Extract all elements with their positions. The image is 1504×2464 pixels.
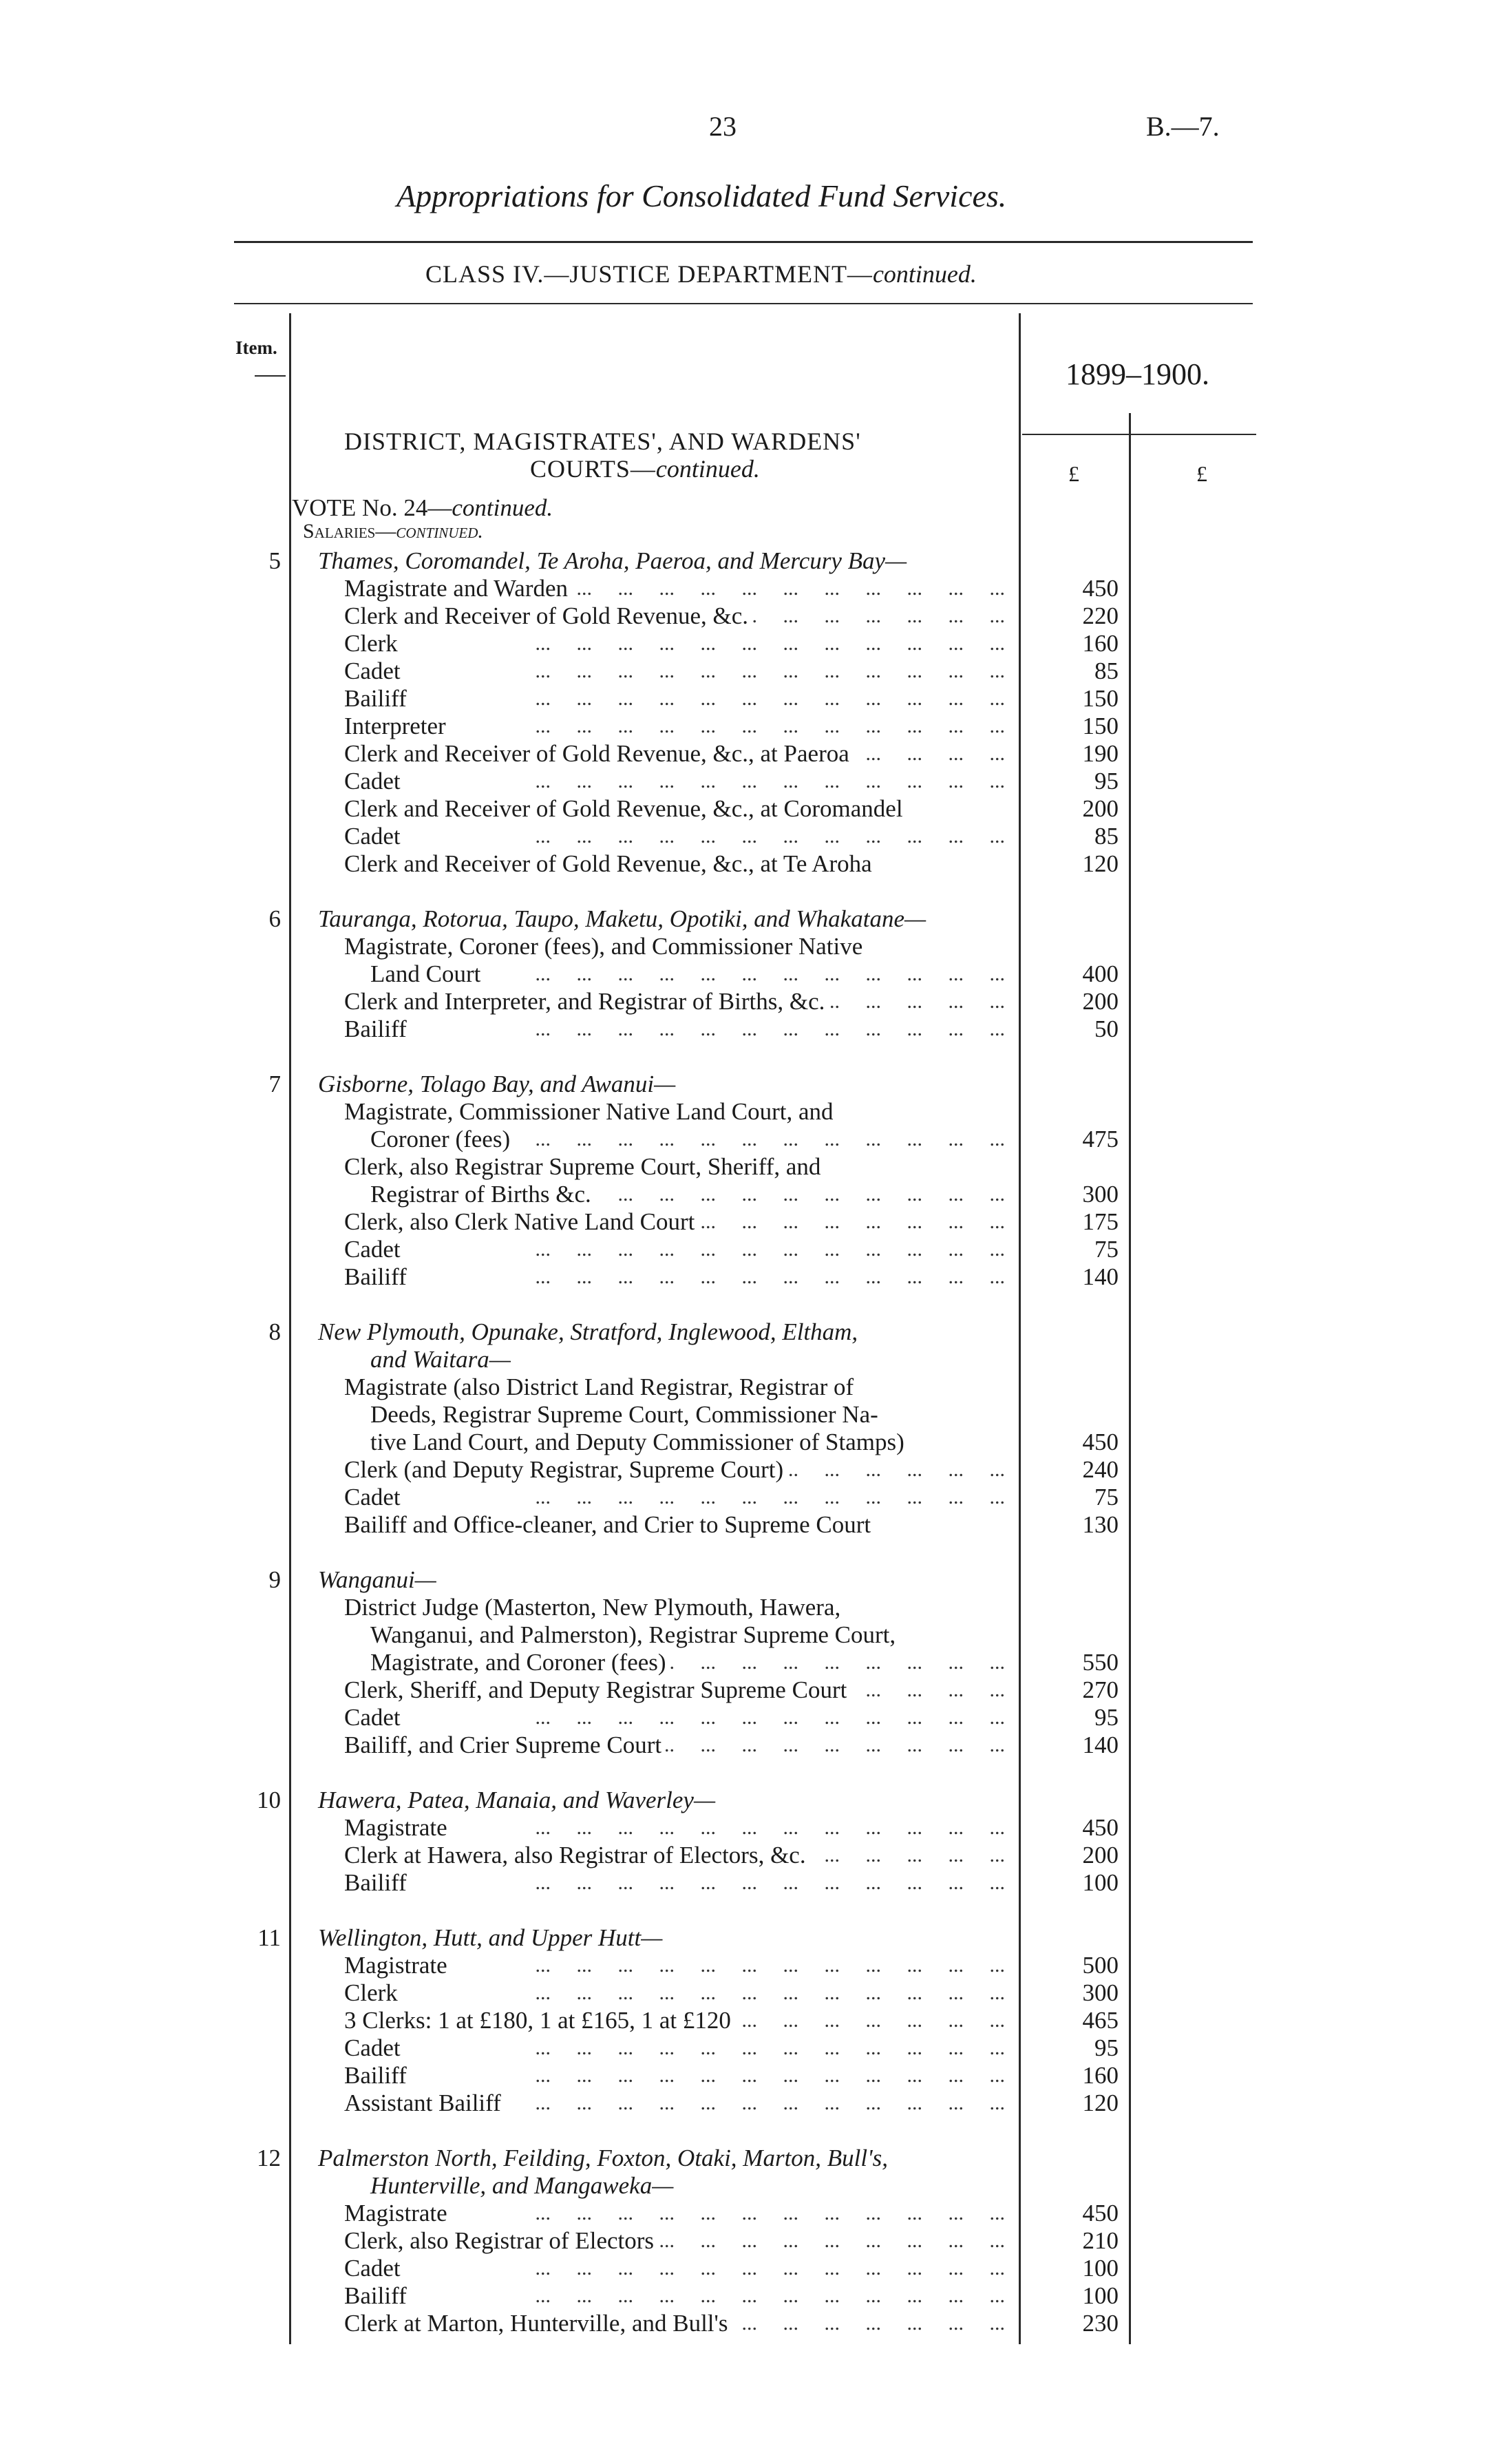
salary-row (344, 2310, 1005, 2337)
section-name-continued: Hunterville, and Mangaweka— (370, 2172, 674, 2199)
section-name: Thames, Coromandel, Te Aroha, Paeroa, and Mercury Bay— (318, 547, 907, 574)
salary-amount: 450 (1082, 2200, 1119, 2226)
salary-label: Bailiff (344, 1015, 411, 1042)
salary-row (344, 2227, 1005, 2255)
salary-label: Magistrate (344, 1814, 452, 1841)
salary-row (344, 2007, 1005, 2034)
salary-label: Assistant Bailiff (344, 2089, 505, 2116)
salary-row (344, 2255, 1005, 2282)
salary-amount: 270 (1082, 1676, 1119, 1703)
item-number: 8 (268, 1318, 281, 1345)
page-number: 23 (709, 111, 737, 142)
item-number: 10 (257, 1787, 281, 1813)
salary-label: Bailiff (344, 1263, 411, 1290)
salary-amount: 400 (1082, 960, 1119, 987)
salary-label: Cadet (344, 823, 405, 850)
salary-amount: 200 (1082, 988, 1119, 1015)
salary-row (344, 1208, 1005, 1236)
salary-row (344, 988, 1005, 1015)
salary-label: Clerk, also Registrar of Electors (344, 2227, 658, 2254)
salary-label: Coroner (fees) (370, 1126, 514, 1152)
salary-amount: 95 (1094, 768, 1119, 794)
salary-label: Clerk and Receiver of Gold Revenue, &c. (344, 602, 752, 629)
salary-amount: 95 (1094, 1704, 1119, 1731)
salary-row (344, 1236, 1005, 1263)
salary-label: Bailiff, and Crier Supreme Court (344, 1731, 666, 1758)
section-name: Gisborne, Tolago Bay, and Awanui— (318, 1071, 676, 1097)
salary-label: Clerk and Receiver of Gold Revenue, &c., at Te Aroha (344, 850, 876, 877)
item-column-header: Item. (235, 337, 277, 358)
salary-label: Bailiff (344, 1869, 411, 1896)
salary-row (344, 2282, 1005, 2310)
salary-amount: 450 (1082, 575, 1119, 602)
salary-amount: 475 (1082, 1126, 1119, 1152)
salary-row (344, 1456, 1005, 1484)
salary-amount: 190 (1082, 740, 1119, 767)
salary-amount: 50 (1094, 1015, 1119, 1042)
salary-label-line: Deeds, Registrar Supreme Court, Commissioner Na- (370, 1401, 878, 1428)
salaries-line (303, 520, 483, 543)
salary-amount: 75 (1094, 1236, 1119, 1263)
salary-row (344, 1842, 1005, 1869)
salary-label: Interpreter (344, 713, 450, 739)
salary-row (344, 2034, 1005, 2062)
district-heading-line1: DISTRICT, MAGISTRATES', AND WARDENS' (344, 428, 861, 455)
salary-amount: 100 (1082, 2255, 1119, 2282)
salary-amount: 140 (1082, 1263, 1119, 1290)
salary-row (344, 2062, 1005, 2089)
salary-row (370, 1649, 1005, 1676)
salary-label: Cadet (344, 1236, 405, 1263)
item-number: 11 (257, 1924, 281, 1951)
salary-label: Clerk (344, 1979, 402, 2006)
salary-amount: 300 (1082, 1181, 1119, 1208)
salary-amount: 200 (1082, 795, 1119, 822)
vote-continued: continued. (452, 494, 553, 521)
salary-label-line: tive Land Court, and Deputy Commissioner of Stamps) (370, 1429, 904, 1455)
pound-symbol-1: £ (1068, 461, 1079, 486)
salary-row (370, 1181, 1005, 1208)
salary-amount: 95 (1094, 2034, 1119, 2061)
section-name-continued: and Waitara— (370, 1346, 511, 1373)
salary-amount: 450 (1082, 1814, 1119, 1841)
salary-amount: 130 (1082, 1511, 1119, 1538)
salary-row (344, 1704, 1005, 1731)
salary-row (344, 685, 1005, 713)
salary-row (370, 960, 1005, 988)
salary-row (344, 740, 1005, 768)
salary-label: Clerk (344, 630, 402, 657)
salary-amount: 230 (1082, 2310, 1119, 2337)
salary-label: Bailiff (344, 2282, 411, 2309)
section-name: New Plymouth, Opunake, Stratford, Inglewood, Eltham, (318, 1318, 858, 1345)
item-number: 9 (268, 1566, 281, 1593)
item-header-rule (255, 375, 286, 377)
salary-label-line: Wanganui, and Palmerston), Registrar Supreme Court, (370, 1621, 896, 1648)
salary-row (344, 1484, 1005, 1511)
salary-amount: 75 (1094, 1484, 1119, 1510)
salary-row (344, 1015, 1005, 1043)
salary-label: Clerk (and Deputy Registrar, Supreme Court) (344, 1456, 787, 1483)
salary-label-line: Magistrate (also District Land Registrar, Registrar of (344, 1373, 854, 1400)
salary-row (344, 602, 1005, 630)
salary-amount: 150 (1082, 713, 1119, 739)
item-column-rule (289, 313, 291, 2344)
section-name: Hawera, Patea, Manaia, and Waverley— (318, 1787, 716, 1813)
salary-amount: 465 (1082, 2007, 1119, 2034)
year-column-header: 1899–1900. (1066, 357, 1209, 391)
item-number: 6 (268, 905, 281, 932)
salaries-continued: continued. (396, 520, 483, 543)
section-name: Wellington, Hutt, and Upper Hutt— (318, 1924, 663, 1951)
salary-row (344, 795, 1005, 823)
section-name: Tauranga, Rotorua, Taupo, Maketu, Opotiki, and Whakatane— (318, 905, 926, 932)
salary-label-line: District Judge (Masterton, New Plymouth, Hawera, (344, 1594, 841, 1621)
salary-amount: 220 (1082, 602, 1119, 629)
salary-row (344, 1814, 1005, 1842)
salary-label: 3 Clerks: 1 at £180, 1 at £165, 1 at £120 (344, 2007, 735, 2034)
salary-row (344, 657, 1005, 685)
amount-column-rule-right (1129, 413, 1131, 2344)
salary-label: Cadet (344, 1704, 405, 1731)
salary-label: Clerk, also Clerk Native Land Court (344, 1208, 699, 1235)
salary-label: Cadet (344, 768, 405, 794)
district-heading-line2 (530, 454, 760, 483)
table-top-rule (234, 303, 1253, 304)
pound-symbol-2: £ (1196, 461, 1207, 486)
salary-amount: 100 (1082, 1869, 1119, 1896)
page-reference: B.—7. (1146, 111, 1220, 142)
salary-label: Cadet (344, 2034, 405, 2061)
salary-label: Clerk at Hawera, also Registrar of Electors, &c. (344, 1842, 810, 1868)
salary-amount: 160 (1082, 2062, 1119, 2089)
salary-label: Clerk and Receiver of Gold Revenue, &c., at Paeroa (344, 740, 854, 767)
salary-row (344, 1263, 1005, 1291)
salary-label: Clerk at Marton, Hunterville, and Bull's (344, 2310, 732, 2337)
salary-label: Bailiff (344, 685, 411, 712)
salary-label: Land Court (370, 960, 485, 987)
salary-amount: 240 (1082, 1456, 1119, 1483)
salary-amount: 160 (1082, 630, 1119, 657)
salary-amount: 120 (1082, 2089, 1119, 2116)
class-heading-continued: continued. (872, 260, 977, 288)
item-number: 7 (268, 1071, 281, 1097)
salary-label: Magistrate (344, 2200, 452, 2226)
vote-label: VOTE No. 24— (292, 494, 452, 521)
salary-amount: 120 (1082, 850, 1119, 877)
salary-amount: 100 (1082, 2282, 1119, 2309)
salary-row (344, 768, 1005, 795)
salary-row (344, 575, 1005, 602)
salary-row (344, 2089, 1005, 2117)
class-heading (425, 260, 977, 288)
salary-label: Clerk and Receiver of Gold Revenue, &c., at Coromandel (344, 795, 907, 822)
salary-amount: 85 (1094, 657, 1119, 684)
salary-row (344, 1952, 1005, 1979)
salary-label: Bailiff (344, 2062, 411, 2089)
salary-row (344, 1511, 1005, 1539)
year-rule (1022, 434, 1256, 435)
title-rule (234, 241, 1253, 243)
salary-row (344, 850, 1005, 878)
salary-label: Magistrate (344, 1952, 452, 1979)
salaries-label: Salaries— (303, 520, 396, 543)
salary-label-line: Magistrate, Coroner (fees), and Commissioner Native (344, 933, 863, 960)
district-heading-courts: COURTS— (530, 455, 656, 483)
district-heading-continued: continued. (655, 455, 760, 483)
salary-amount: 150 (1082, 685, 1119, 712)
section-name: Palmerston North, Feilding, Foxton, Otaki, Marton, Bull's, (318, 2145, 888, 2171)
salary-label: Clerk, Sheriff, and Deputy Registrar Supreme Court (344, 1676, 851, 1703)
section-name: Wanganui— (318, 1566, 436, 1593)
salary-label: Bailiff and Office-cleaner, and Crier to Supreme Court (344, 1511, 875, 1538)
item-number: 12 (257, 2145, 281, 2171)
salary-amount: 300 (1082, 1979, 1119, 2006)
salary-row (370, 1126, 1005, 1153)
salary-amount: 85 (1094, 823, 1119, 850)
salary-label: Magistrate and Warden (344, 575, 572, 602)
salary-amount: 450 (1082, 1429, 1119, 1455)
salary-label-line: Clerk, also Registrar Supreme Court, Sheriff, and (344, 1153, 821, 1180)
salary-row (344, 713, 1005, 740)
salary-amount: 200 (1082, 1842, 1119, 1868)
salary-row (344, 1676, 1005, 1704)
salary-amount: 140 (1082, 1731, 1119, 1758)
salary-amount: 500 (1082, 1952, 1119, 1979)
class-heading-main: CLASS IV.—JUSTICE DEPARTMENT— (425, 260, 873, 288)
salary-label: Registrar of Births &c. (370, 1181, 595, 1208)
salary-label-line: Magistrate, Commissioner Native Land Court, and (344, 1098, 834, 1125)
salary-row (344, 1731, 1005, 1759)
salary-amount: 550 (1082, 1649, 1119, 1676)
salary-amount: 210 (1082, 2227, 1119, 2254)
salary-label: Cadet (344, 1484, 405, 1510)
salary-amount: 175 (1082, 1208, 1119, 1235)
salary-row (344, 2200, 1005, 2227)
item-number: 5 (268, 547, 281, 574)
salary-label: Clerk and Interpreter, and Registrar of Births, &c. (344, 988, 829, 1015)
salary-label: Cadet (344, 657, 405, 684)
salary-row (344, 630, 1005, 657)
salary-label: Magistrate, and Coroner (fees) (370, 1649, 670, 1676)
page-title: Appropriations for Consolidated Fund Services. (396, 178, 1007, 213)
salary-row (344, 1869, 1005, 1897)
salary-label: Cadet (344, 2255, 405, 2282)
salary-row (344, 823, 1005, 850)
salary-row (344, 1979, 1005, 2007)
vote-line (292, 494, 553, 522)
